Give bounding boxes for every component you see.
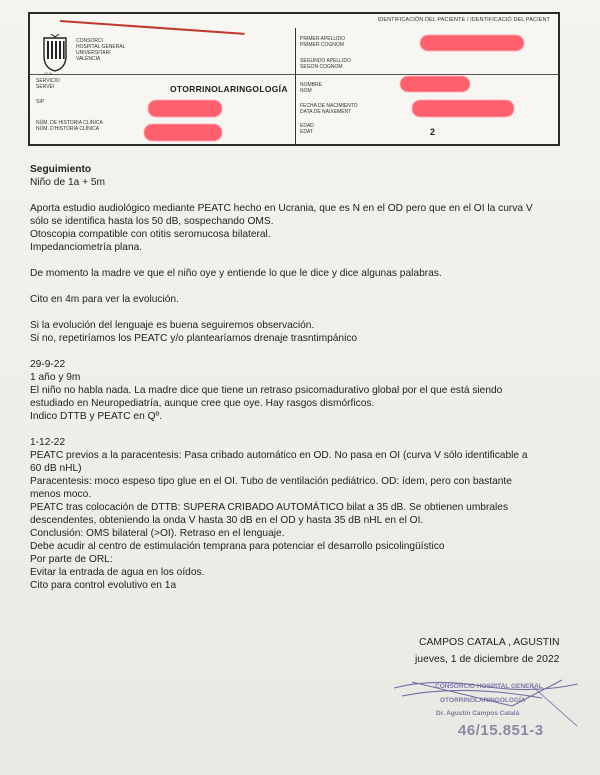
header-divider-h [30,74,558,75]
red-pen-line [60,20,245,35]
redaction-mark [420,35,524,51]
first-surname-label: PRIMER APELLIDO PRIMER COGNOM [300,36,346,48]
hospital-logo-icon [42,34,68,72]
note-line: Aporta estudio audiológico mediante PEATC hecho en Ucrania, que es N en el OD pero que en el OI la curva V [30,203,533,214]
note-line: Indico DTTB y PEATC en Qº. [30,411,163,422]
sip-label: SIP [36,99,45,105]
visit-date: 29-9-22 [30,359,66,370]
redaction-mark [400,76,470,92]
doctor-name: CAMPOS CATALA , AGUSTIN [419,637,560,648]
redaction-mark [148,100,222,117]
signature-date: jueves, 1 de diciembre de 2022 [415,654,560,665]
note-line: Debe acudir al centro de estimulación temprana para potenciar el desarrollo psicolingüístico [30,541,445,552]
note-line: PEATC previos a la paracentesis: Pasa cribado automático en OD. No pasa en OI (curva V sólo identificable a [30,450,528,461]
age-value: 2 [430,127,436,137]
clinical-note [30,163,575,592]
patient-header [28,12,560,146]
note-line: Si la evolución del lenguaje es buena seguiremos observación. [30,320,315,331]
stamp-text: Dr. Agustín Campos Catalá [436,710,520,717]
note-line: Evitar la entrada de agua en los oídos. [30,567,205,578]
note-line: sólo se identifica hasta los 50 dB, sospechando OMS. [30,216,274,227]
note-line: 60 dB nHL) [30,463,82,474]
signature-block [415,634,560,668]
redaction-mark [412,100,514,117]
note-line: menos moco. [30,489,92,500]
note-line: Otoscopia compatible con otitis seromucosa bilateral. [30,229,271,240]
note-line: El niño no habla nada. La madre dice que tiene un retraso psicomadurativo global por el que está siendo [30,385,503,396]
note-line: 1 año y 9m [30,372,81,383]
visit-date: 1-12-22 [30,437,66,448]
age-label: EDAD EDAT [300,123,314,135]
patient-age-line: Niño de 1a + 5m [30,177,106,188]
note-line: Impedanciometría plana. [30,242,143,253]
note-line: De momento la madre ve que el niño oye y entiende lo que le dice y dice algunas palabras. [30,268,442,279]
note-line: Por parte de ORL: [30,554,113,565]
note-line: estudiado en Neuropediatría, aunque cree que oye. Hay rasgos dismórficos. [30,398,375,409]
note-line: Cito en 4m para ver la evolución. [30,294,179,305]
stamp-text: CONSORCIO HOSPITAL GENERAL [435,683,543,690]
stamp-text: OTORRINOLARINGOLOGÍA [440,697,526,704]
birth-date-label: FECHA DE NACIMIENTO DATA DE NAIXEMENT [300,103,358,115]
note-line: Si no, repetiríamos los PEATC y/o plantearíamos drenaje trasntimpánico [30,333,358,344]
note-line: Paracentesis: moco espeso tipo glue en el OI. Tubo de ventilación pediátrico. OD: ídem, pero con bastante [30,476,512,487]
header-divider [295,28,296,144]
section-title: Seguimiento [30,164,92,175]
note-line: PEATC tras colocación de DTTB: SUPERA CRIBADO AUTOMÁTICO bilat a 35 dB. Se obtienen umbrales [30,502,509,513]
redaction-mark [144,124,222,141]
name-label: NOMBRE NOM [300,82,322,94]
note-line: descendentes, obteniendo la onda V hasta 30 dB en el OD y hasta 35 dB nHL en el OI. [30,515,424,526]
note-line: Conclusión: OMS bilateral (>OI). Retraso en el lenguaje. [30,528,285,539]
service-name: OTORRINOLARINGOLOGÍA [170,84,288,94]
organization-name: CONSORCI HOSPITAL GENERAL UNIVERSITARI VALÈNCIA [76,38,126,62]
service-label: SERVICIO SERVEI [36,78,60,90]
note-line: Cito para control evolutivo en 1a [30,580,177,591]
header-top-label: IDENTIFICACIÓN DEL PACIENTE / IDENTIFICACIÓ DEL PACIENT [377,17,550,23]
second-surname-label: SEGUNDO APELLIDO SEGON COGNOM [300,58,351,70]
history-number-label: NÚM. DE HISTORIA CLÍNICA NÚM. D'HISTORIA CLÍNICA [36,120,103,132]
logo-caption: GVA [44,71,53,76]
stamp-number: 46/15.851-3 [458,722,544,739]
